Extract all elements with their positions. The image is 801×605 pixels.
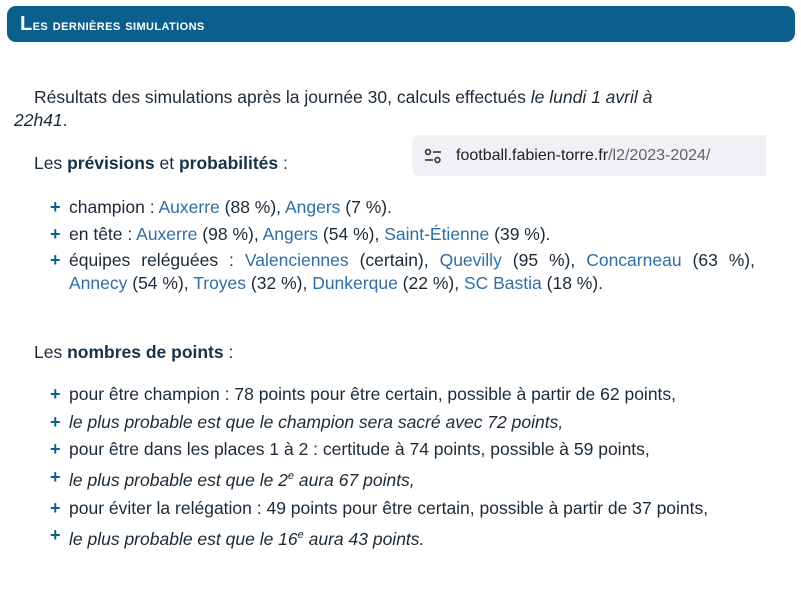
list-item: + pour être dans les places 1 à 2 : certitude à 74 points, possible à 59 points, bbox=[50, 439, 650, 459]
team-link-annecy[interactable]: Annecy bbox=[69, 272, 128, 293]
team-link-angers[interactable]: Angers bbox=[284, 197, 341, 217]
plus-icon: + bbox=[50, 250, 61, 270]
list-item: + le plus probable est que le 16e aura 43 points. bbox=[50, 525, 425, 550]
plus-icon: + bbox=[50, 384, 61, 404]
plus-icon: + bbox=[50, 497, 61, 518]
list-item: + pour éviter la relégation : 49 points pour être certain, possible à partir de 37 points, bbox=[50, 497, 709, 518]
list-item: + le plus probable est que le 2e aura 67 points, bbox=[50, 466, 415, 491]
team-link-angers[interactable]: Angers bbox=[262, 223, 319, 244]
tune-icon[interactable] bbox=[424, 148, 442, 164]
plus-icon: + bbox=[50, 223, 61, 244]
section-title: Les dernières simulations bbox=[20, 12, 205, 35]
plus-icon: + bbox=[50, 197, 61, 217]
list-item: + le plus probable est que le champion sera sacré avec 72 points, bbox=[50, 411, 564, 432]
list-item: + pour être champion : 78 points pour être certain, possible à partir de 62 points, bbox=[50, 384, 677, 404]
plus-icon: + bbox=[50, 411, 61, 432]
list-item: + en tête : Auxerre (98 %), Angers (54 %), Saint-Étienne (39 %). bbox=[50, 223, 551, 244]
plus-icon: + bbox=[50, 439, 61, 459]
list-item: + champion : Auxerre (88 %), Angers (7 %). bbox=[50, 197, 392, 217]
team-link-concarneau[interactable]: Concarneau bbox=[586, 250, 682, 270]
team-link-saint-etienne[interactable]: Saint-Étienne bbox=[384, 223, 490, 244]
team-link-valenciennes[interactable]: Valenciennes bbox=[244, 250, 349, 270]
team-link-auxerre[interactable]: Auxerre bbox=[158, 197, 220, 217]
intro-paragraph: Résultats des simulations après la journée 30, calculs effectués le lundi 1 avril à 22h41. bbox=[14, 87, 653, 130]
team-link-quevilly[interactable]: Quevilly bbox=[439, 250, 502, 270]
url-path: /l2/2023-2024/ bbox=[608, 146, 711, 164]
team-link-dunkerque[interactable]: Dunkerque bbox=[312, 272, 398, 293]
plus-icon: + bbox=[50, 525, 61, 546]
points-list bbox=[48, 383, 755, 551]
team-link-troyes[interactable]: Troyes bbox=[193, 272, 247, 293]
team-link-auxerre[interactable]: Auxerre bbox=[136, 223, 198, 244]
predictions-heading: Les prévisions et probabilités : bbox=[34, 153, 288, 173]
url-bar[interactable] bbox=[412, 135, 766, 176]
plus-icon: + bbox=[50, 466, 61, 487]
section-header bbox=[7, 6, 795, 42]
points-heading: Les nombres de points : bbox=[34, 342, 234, 362]
predictions-list bbox=[48, 196, 755, 294]
intro-date: le lundi 1 avril à 22h41 bbox=[14, 87, 653, 130]
intro-text: Résultats des simulations après la journée 30, calculs effectués bbox=[34, 87, 526, 107]
team-link-sc-bastia[interactable]: SC Bastia bbox=[463, 272, 542, 293]
url-host: football.fabien-torre.fr bbox=[456, 146, 609, 164]
list-item: + équipes reléguées : Valenciennes (certain), Quevilly (95 %), Concarneau (63 %), Annecy (54 %), Troyes (32 %), Dunkerque (22 %), SC Bastia (18 %). bbox=[50, 250, 755, 293]
